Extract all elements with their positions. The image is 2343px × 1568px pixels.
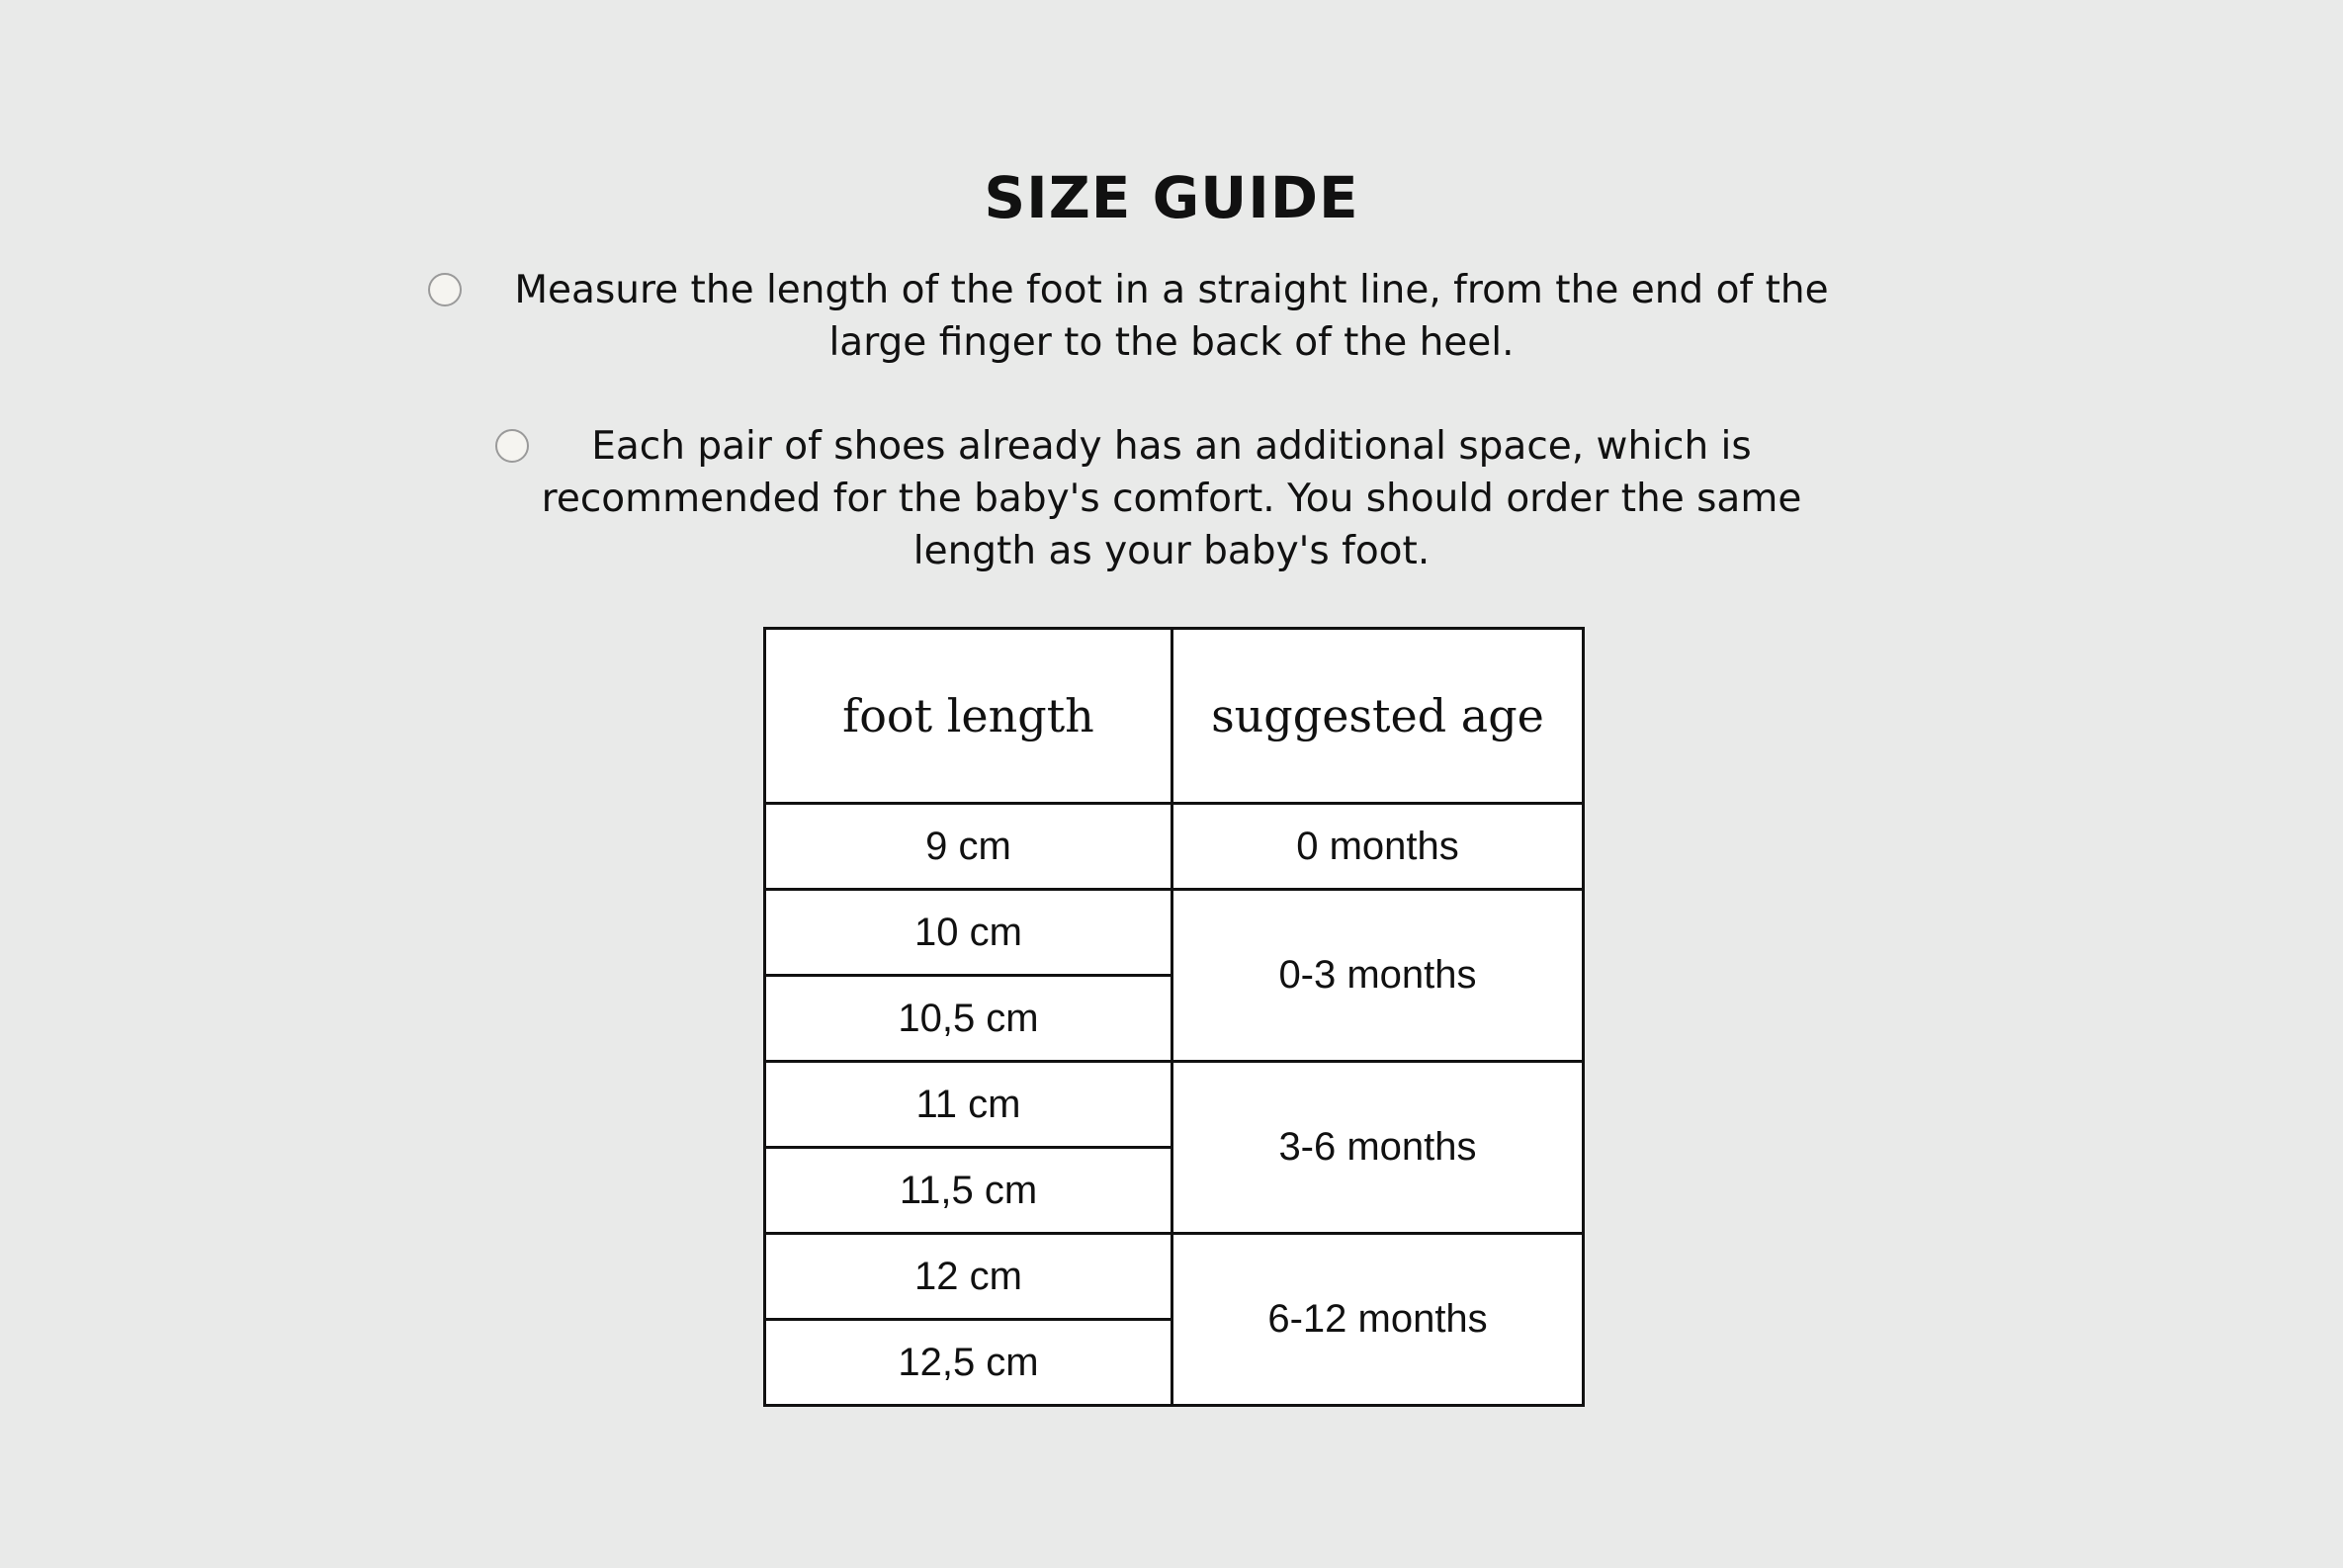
table-header-row — [765, 629, 1584, 804]
bullet-circle-icon — [428, 273, 462, 306]
header-suggested-age: suggested age — [1172, 629, 1584, 804]
foot-length-cell: 11,5 cm — [765, 1148, 1172, 1234]
table-row — [765, 804, 1584, 890]
age-cell: 6-12 months — [1172, 1234, 1584, 1406]
foot-length-cell: 12 cm — [765, 1234, 1172, 1320]
size-table — [763, 627, 1585, 1407]
instruction-line: large finger to the back of the heel. — [828, 320, 1515, 365]
instruction-measure — [479, 264, 1864, 369]
age-cell: 0-3 months — [1172, 890, 1584, 1062]
instruction-line: Measure the length of the foot in a straight line, from the end of the — [514, 268, 1829, 312]
instruction-line: Each pair of shoes already has an additional space, which is — [591, 424, 1752, 469]
page-title: SIZE GUIDE — [984, 164, 1359, 231]
foot-length-cell: 9 cm — [765, 804, 1172, 890]
table-row — [765, 890, 1584, 976]
foot-length-cell: 12,5 cm — [765, 1320, 1172, 1406]
table-row — [765, 1062, 1584, 1148]
instruction-space — [479, 420, 1864, 577]
foot-length-cell: 10,5 cm — [765, 976, 1172, 1062]
instruction-line: length as your baby's foot. — [912, 529, 1431, 573]
instruction-line: recommended for the baby's comfort. You should order the same — [541, 477, 1802, 521]
age-cell: 0 months — [1172, 804, 1584, 890]
header-foot-length: foot length — [765, 629, 1172, 804]
table-row — [765, 1234, 1584, 1320]
foot-length-cell: 10 cm — [765, 890, 1172, 976]
foot-length-cell: 11 cm — [765, 1062, 1172, 1148]
age-cell: 3-6 months — [1172, 1062, 1584, 1234]
